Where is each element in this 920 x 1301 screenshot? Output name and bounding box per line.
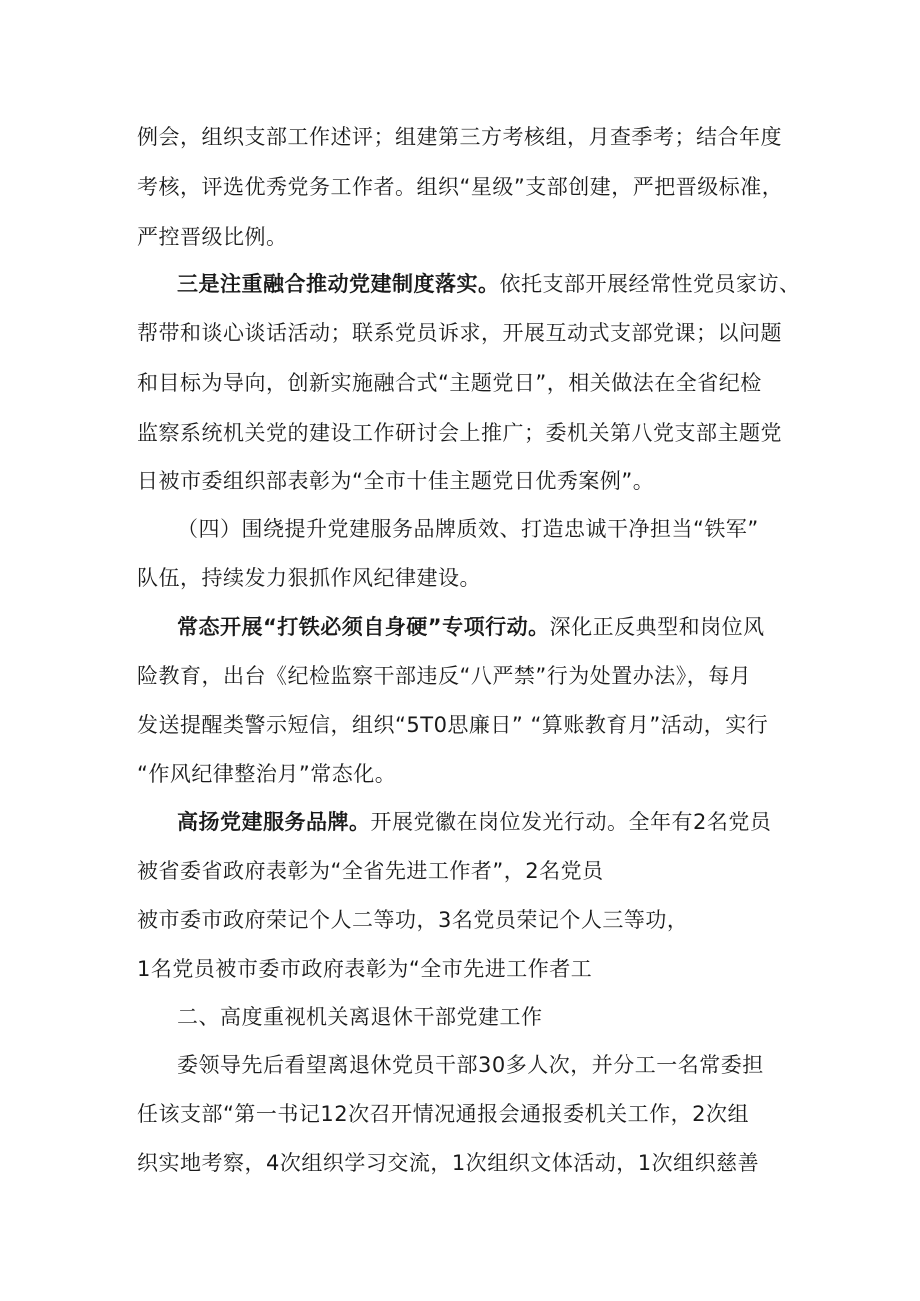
bold-lead: 三是注重融合推动党建制度落实。 — [177, 272, 500, 296]
line-text: 1名党员被市委市政府表彰为“全市先进工作者工 — [137, 957, 593, 981]
line-text: 监察系统机关党的建设工作研讨会上推广；委机关第八党支部主题党 — [137, 421, 782, 445]
line-text: （四）围绕提升党建服务品牌质效、打造忠诚干净担当“铁军” — [177, 517, 759, 541]
paragraph-line — [137, 1148, 759, 1178]
paragraph-line — [137, 710, 768, 740]
line-text: 被市委市政府荣记个人二等功，3名党员荣记个人三等功， — [137, 908, 689, 932]
paragraph-line — [137, 418, 782, 448]
section-heading — [137, 563, 481, 593]
line-text: 和目标为导向，创新实施融合式“主题党日”，相关做法在全省纪检 — [137, 371, 762, 395]
paragraph-line — [137, 368, 762, 398]
line-text: 被省委省政府表彰为“全省先进工作者”，2名党员 — [137, 859, 604, 883]
line-text: 队伍，持续发力狠抓作风纪律建设。 — [137, 566, 481, 590]
paragraph-line — [137, 122, 782, 152]
line-text: 考核，评选优秀党务工作者。组织“星级”支部创建，严把晋级标准， — [137, 175, 784, 199]
paragraph-line — [137, 222, 288, 252]
line-text: 发送提醒类警示短信，组织“5T0思廉日” “算账教育月”活动，实行 — [137, 713, 769, 737]
line-text: 委领导先后看望离退休党员干部30多人次，并分工一名常委担 — [177, 1053, 764, 1077]
line-text: 依托支部开展经常性党员家访、 — [499, 272, 801, 296]
line-text: 深化正反典型和岗位风 — [549, 615, 765, 639]
paragraph-line — [137, 661, 751, 691]
line-text: 任该支部“第一书记12次召开情况通报会通报委机关工作，2次组 — [137, 1102, 749, 1126]
paragraph-line — [137, 856, 604, 886]
line-text: “作风纪律整治月”常态化。 — [137, 762, 397, 786]
section-heading — [177, 514, 759, 544]
paragraph-line — [177, 612, 765, 642]
paragraph-line — [177, 1050, 764, 1080]
paragraph-line — [137, 905, 688, 935]
line-text: 开展党徽在岗位发光行动。全年有2名党员 — [370, 810, 772, 834]
paragraph-line — [137, 172, 783, 202]
line-text: 帮带和谈心谈话活动；联系党员诉求，开展互动式支部党课；以问题 — [137, 321, 782, 345]
paragraph-line — [177, 269, 801, 299]
section-heading — [177, 1002, 543, 1032]
paragraph-line — [177, 807, 771, 837]
line-text: 例会，组织支部工作述评；组建第三方考核组，月查季考；结合年度 — [137, 125, 782, 149]
line-text: 日被市委组织部表彰为“全市十佳主题党日优秀案例”。 — [137, 469, 655, 493]
bold-lead: 高扬党建服务品牌。 — [177, 810, 371, 834]
paragraph-line — [137, 954, 592, 984]
bold-lead: 常态开展“打铁必须自身硬”专项行动。 — [177, 615, 550, 639]
line-text: 二、高度重视机关离退休干部党建工作 — [177, 1005, 543, 1029]
line-text: 险教育，出台《纪检监察干部违反“八严禁”行为处置办法》，每月 — [137, 664, 752, 688]
line-text: 严控晋级比例。 — [137, 225, 288, 249]
paragraph-line — [137, 318, 782, 348]
paragraph-line — [137, 759, 396, 789]
paragraph-line — [137, 1099, 749, 1129]
paragraph-line — [137, 466, 654, 496]
line-text: 织实地考察，4次组织学习交流，1次组织文体活动，1次组织慈善 — [137, 1151, 760, 1175]
